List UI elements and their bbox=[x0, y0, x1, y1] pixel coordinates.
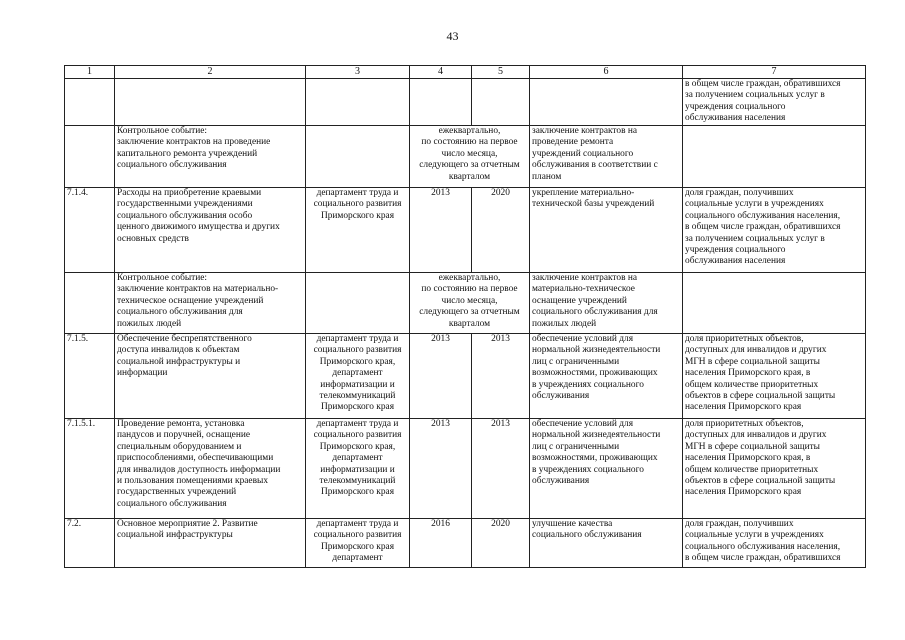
control-event: Контрольное событие: заключение контрактов на материально- техническое оснащение учреждений социального обслуживания для пожилых людей bbox=[115, 273, 306, 334]
period: ежеквартально, по состоянию на первое число месяца, следующего за отчетным кварталом bbox=[410, 126, 530, 188]
measure-name: Обеспечение беспрепятственного доступа инвалидов к объектам социальной инфраструктуры и информации bbox=[115, 334, 306, 419]
expected-result: улучшение качества социального обслуживания bbox=[530, 519, 683, 568]
responsible bbox=[306, 273, 410, 334]
responsible: департамент труда и социального развития Приморского края bbox=[306, 188, 410, 273]
header-col-4: 4 bbox=[410, 66, 472, 79]
header-col-7: 7 bbox=[683, 66, 866, 79]
row-number bbox=[65, 273, 115, 334]
indicator bbox=[683, 273, 866, 334]
responsible bbox=[306, 79, 410, 126]
responsible: департамент труда и социального развития Приморского края, департамент информатизации и телекоммуникаций Приморского края bbox=[306, 419, 410, 519]
responsible: департамент труда и социального развития Приморского края департамент bbox=[306, 519, 410, 568]
table-row bbox=[65, 334, 866, 419]
header-row bbox=[65, 66, 866, 79]
responsible: департамент труда и социального развития Приморского края, департамент информатизации и телекоммуникаций Приморского края bbox=[306, 334, 410, 419]
expected-result: укрепление материально- технической базы учреждений bbox=[530, 188, 683, 273]
end-year: 2020 bbox=[472, 188, 530, 273]
start-year: 2013 bbox=[410, 334, 472, 419]
row-number: 7.1.4. bbox=[65, 188, 115, 273]
indicator: доля граждан, получивших социальные услуги в учреждениях социального обслуживания населения, в общем числе граждан, обратившихся за получением социальных услуг в учреждения социального обслуживания населения bbox=[683, 188, 866, 273]
responsible bbox=[306, 126, 410, 188]
table-row bbox=[65, 519, 866, 568]
indicator: доля граждан, получивших социальные услуги в учреждениях социального обслуживания населения, в общем числе граждан, обратившихся bbox=[683, 519, 866, 568]
indicator: доля приоритетных объектов, доступных для инвалидов и других МГН в сфере социальной защиты населения Приморского края, в общем количестве приоритетных объектов в сфере социальной защиты населения Приморского края bbox=[683, 334, 866, 419]
indicator: доля приоритетных объектов, доступных для инвалидов и других МГН в сфере социальной защиты населения Приморского края, в общем количестве приоритетных объектов в сфере социальной защиты населения Приморского края bbox=[683, 419, 866, 519]
expected-result bbox=[530, 79, 683, 126]
start-year bbox=[410, 79, 472, 126]
table-row bbox=[65, 126, 866, 188]
table-row bbox=[65, 188, 866, 273]
header-col-2: 2 bbox=[115, 66, 306, 79]
start-year: 2013 bbox=[410, 419, 472, 519]
measure-name bbox=[115, 79, 306, 126]
start-year: 2013 bbox=[410, 188, 472, 273]
page-number: 43 bbox=[446, 29, 459, 43]
period: ежеквартально, по состоянию на первое число месяца, следующего за отчетным кварталом bbox=[410, 273, 530, 334]
control-event: Контрольное событие: заключение контрактов на проведение капитального ремонта учреждений социального обслуживания bbox=[115, 126, 306, 188]
expected-result: обеспечение условий для нормальной жизнедеятельности лиц с ограниченными возможностями, проживающих в учреждениях социального обслуживания bbox=[530, 419, 683, 519]
expected-result: обеспечение условий для нормальной жизнедеятельности лиц с ограниченными возможностями, проживающих в учреждениях социального обслуживания bbox=[530, 334, 683, 419]
header-col-3: 3 bbox=[306, 66, 410, 79]
row-number bbox=[65, 79, 115, 126]
row-number bbox=[65, 126, 115, 188]
row-number: 7.2. bbox=[65, 519, 115, 568]
table-row bbox=[65, 419, 866, 519]
measure-name: Расходы на приобретение краевыми государственными учреждениями социального обслуживания особо ценного движимого имущества и других основных средств bbox=[115, 188, 306, 273]
end-year: 2020 bbox=[472, 519, 530, 568]
measure-name: Проведение ремонта, установка пандусов и поручней, оснащение специальным оборудованием и приспособлениями, обеспечивающими для инвалидов доступность информации и пользования помещениями краевых государственных учреждений социального обслуживания bbox=[115, 419, 306, 519]
end-year bbox=[472, 79, 530, 126]
header-col-1: 1 bbox=[65, 66, 115, 79]
header-col-6: 6 bbox=[530, 66, 683, 79]
row-number: 7.1.5.1. bbox=[65, 419, 115, 519]
indicator: в общем числе граждан, обратившихся за получением социальных услуг в учреждения социального обслуживания населения bbox=[683, 79, 866, 126]
end-year: 2013 bbox=[472, 334, 530, 419]
end-year: 2013 bbox=[472, 419, 530, 519]
table-row bbox=[65, 273, 866, 334]
header-col-5: 5 bbox=[472, 66, 530, 79]
indicator bbox=[683, 126, 866, 188]
row-number: 7.1.5. bbox=[65, 334, 115, 419]
measure-name: Основное мероприятие 2. Развитие социальной инфраструктуры bbox=[115, 519, 306, 568]
expected-result: заключение контрактов на материально-техническое оснащение учреждений социального обслуживания для пожилых людей bbox=[530, 273, 683, 334]
table-row bbox=[65, 79, 866, 126]
measures-table bbox=[64, 65, 866, 568]
expected-result: заключение контрактов на проведение ремонта учреждений социального обслуживания в соответствии с планом bbox=[530, 126, 683, 188]
start-year: 2016 bbox=[410, 519, 472, 568]
